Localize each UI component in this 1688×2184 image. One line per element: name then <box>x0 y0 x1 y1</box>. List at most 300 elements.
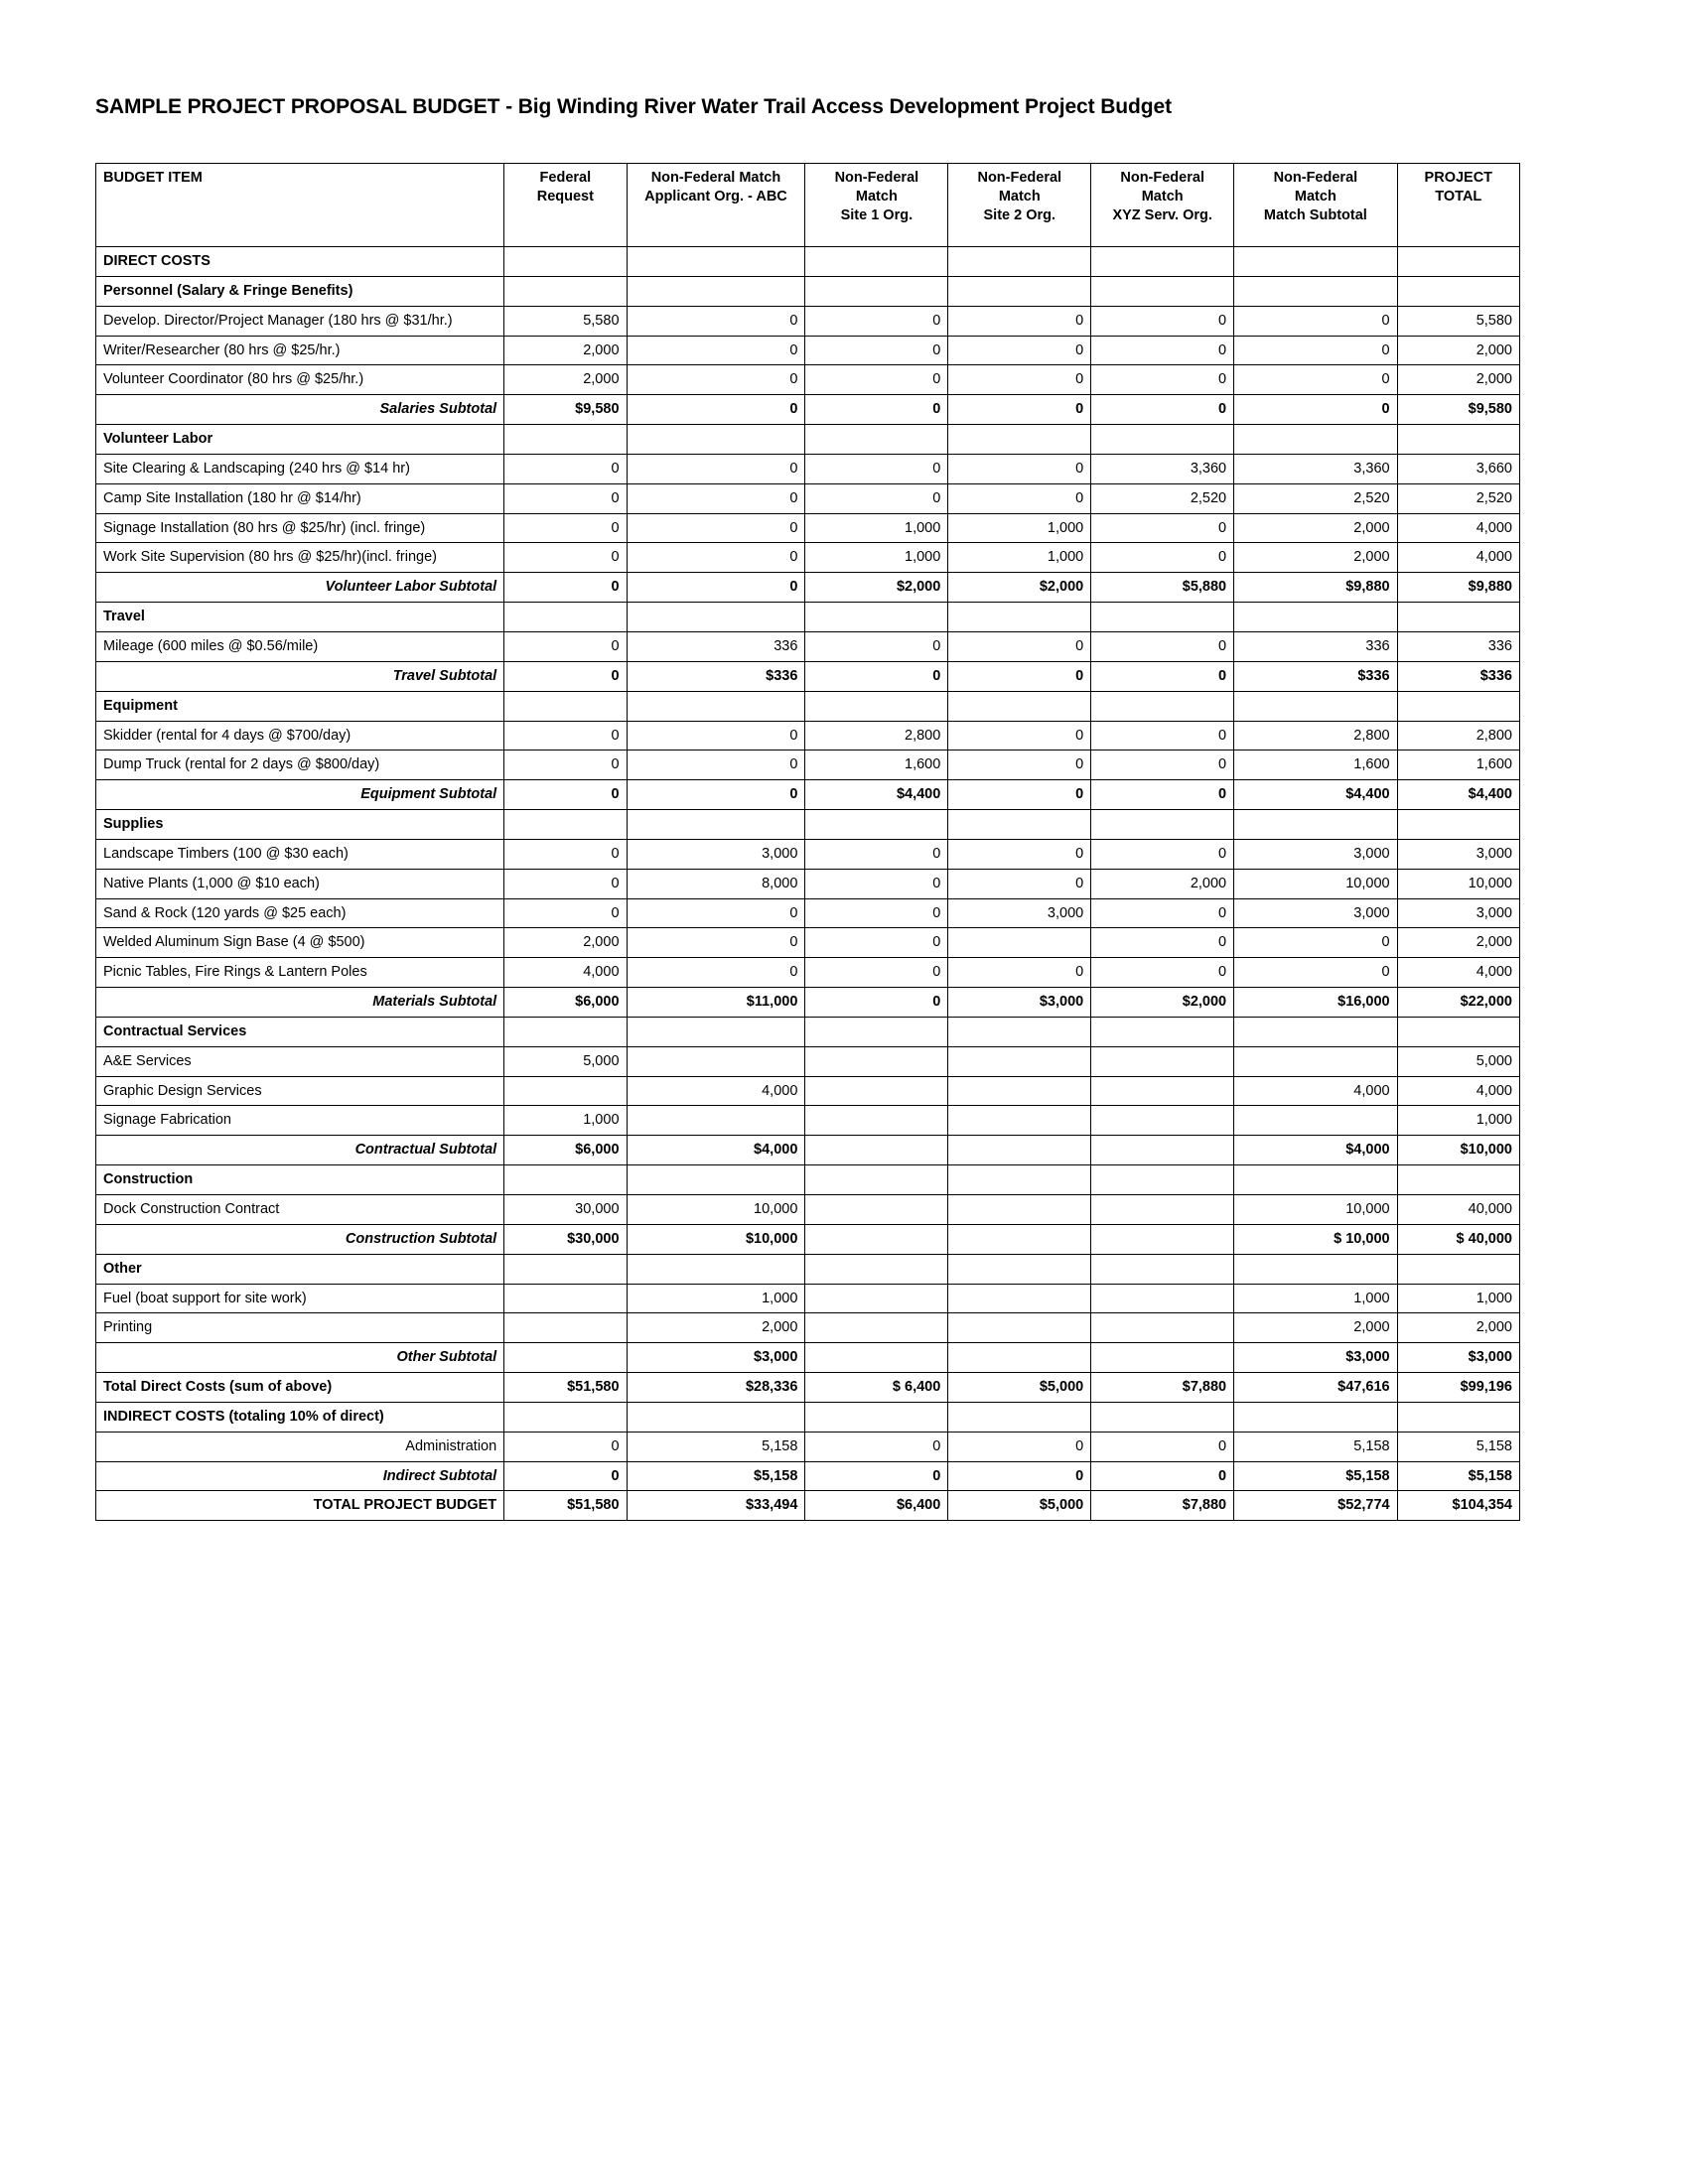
table-cell <box>948 928 1091 958</box>
table-cell: 0 <box>805 1461 948 1491</box>
table-cell <box>627 247 805 277</box>
table-cell: 10,000 <box>1397 869 1519 898</box>
table-row <box>96 1224 1520 1254</box>
table-cell: 2,520 <box>1091 483 1234 513</box>
column-header-6 <box>1234 164 1397 247</box>
row-label: Contractual Services <box>96 1017 504 1046</box>
table-cell: $4,400 <box>805 780 948 810</box>
row-label: Volunteer Labor Subtotal <box>96 573 504 603</box>
table-cell: 3,000 <box>1234 898 1397 928</box>
row-label: Construction Subtotal <box>96 1224 504 1254</box>
column-header-line: Request <box>536 188 594 205</box>
table-cell: 1,000 <box>1234 1284 1397 1313</box>
table-cell: 0 <box>504 513 627 543</box>
table-cell <box>805 1165 948 1195</box>
budget-table <box>95 163 1520 1521</box>
row-label: Materials Subtotal <box>96 988 504 1018</box>
table-cell: 0 <box>627 898 805 928</box>
table-cell <box>948 247 1091 277</box>
table-cell: 0 <box>948 661 1091 691</box>
table-cell: 0 <box>504 1461 627 1491</box>
table-cell <box>627 1017 805 1046</box>
table-cell: 1,000 <box>1397 1106 1519 1136</box>
table-cell: 0 <box>1091 721 1234 751</box>
table-cell <box>1091 1343 1234 1373</box>
table-cell: 0 <box>504 751 627 780</box>
table-cell <box>805 1343 948 1373</box>
table-cell <box>1091 810 1234 840</box>
table-cell: 0 <box>504 543 627 573</box>
table-cell <box>1091 1076 1234 1106</box>
table-cell: 0 <box>504 483 627 513</box>
table-row <box>96 425 1520 455</box>
table-cell <box>948 1136 1091 1165</box>
table-cell <box>1234 1106 1397 1136</box>
table-body <box>96 247 1520 1521</box>
table-cell <box>805 1136 948 1165</box>
table-cell: 336 <box>1397 631 1519 661</box>
table-row <box>96 513 1520 543</box>
table-cell <box>1091 1046 1234 1076</box>
table-cell: $11,000 <box>627 988 805 1018</box>
row-label: Construction <box>96 1165 504 1195</box>
table-cell: $2,000 <box>948 573 1091 603</box>
table-cell: 2,800 <box>1234 721 1397 751</box>
table-cell <box>948 691 1091 721</box>
table-cell: 5,000 <box>1397 1046 1519 1076</box>
table-cell: 0 <box>805 839 948 869</box>
table-cell: 0 <box>805 928 948 958</box>
table-cell: 0 <box>805 631 948 661</box>
table-row <box>96 1284 1520 1313</box>
table-cell <box>504 603 627 632</box>
table-cell: $51,580 <box>504 1491 627 1521</box>
table-row <box>96 543 1520 573</box>
table-cell: $2,000 <box>805 573 948 603</box>
table-cell: $2,000 <box>1091 988 1234 1018</box>
table-cell: $3,000 <box>627 1343 805 1373</box>
table-cell: 0 <box>504 573 627 603</box>
table-cell: 0 <box>1091 336 1234 365</box>
table-cell: 10,000 <box>627 1195 805 1225</box>
table-cell: 0 <box>948 958 1091 988</box>
table-cell <box>627 1165 805 1195</box>
table-cell: 0 <box>948 1432 1091 1461</box>
table-cell <box>1397 425 1519 455</box>
table-row <box>96 395 1520 425</box>
table-cell: 0 <box>1234 928 1397 958</box>
table-cell: 0 <box>627 306 805 336</box>
table-cell <box>805 247 948 277</box>
table-cell <box>504 810 627 840</box>
table-cell: $10,000 <box>1397 1136 1519 1165</box>
table-cell: 30,000 <box>504 1195 627 1225</box>
table-cell <box>948 1284 1091 1313</box>
table-cell: 2,000 <box>504 365 627 395</box>
row-label: Equipment <box>96 691 504 721</box>
column-header-line: Match <box>998 188 1041 205</box>
table-row <box>96 958 1520 988</box>
table-cell <box>805 1254 948 1284</box>
table-row <box>96 1491 1520 1521</box>
column-header-7 <box>1397 164 1519 247</box>
table-cell: 1,000 <box>948 513 1091 543</box>
table-cell: 0 <box>627 395 805 425</box>
table-cell: $4,000 <box>1234 1136 1397 1165</box>
table-row <box>96 810 1520 840</box>
row-label: Administration <box>96 1432 504 1461</box>
table-row <box>96 1106 1520 1136</box>
table-cell <box>1091 691 1234 721</box>
table-cell: $4,000 <box>627 1136 805 1165</box>
table-cell <box>1091 1402 1234 1432</box>
column-header-line: Site 2 Org. <box>983 206 1056 223</box>
table-cell: 0 <box>805 365 948 395</box>
table-cell: $7,880 <box>1091 1373 1234 1403</box>
table-cell: 0 <box>627 928 805 958</box>
table-cell: $7,880 <box>1091 1491 1234 1521</box>
table-row <box>96 928 1520 958</box>
table-cell: 4,000 <box>1397 513 1519 543</box>
table-cell: 0 <box>1091 1432 1234 1461</box>
table-cell <box>1091 1254 1234 1284</box>
table-cell: $ 10,000 <box>1234 1224 1397 1254</box>
table-cell: 0 <box>805 483 948 513</box>
row-label: Equipment Subtotal <box>96 780 504 810</box>
row-label: Travel Subtotal <box>96 661 504 691</box>
table-row <box>96 306 1520 336</box>
table-cell: 2,000 <box>1397 928 1519 958</box>
row-label: Printing <box>96 1313 504 1343</box>
table-cell: 0 <box>805 306 948 336</box>
table-cell: 0 <box>1091 631 1234 661</box>
table-cell <box>1091 1017 1234 1046</box>
table-cell: 3,000 <box>1397 898 1519 928</box>
table-cell: 0 <box>1234 306 1397 336</box>
table-cell: $9,580 <box>1397 395 1519 425</box>
table-cell <box>504 1076 627 1106</box>
table-cell <box>1091 1106 1234 1136</box>
table-cell: $4,400 <box>1234 780 1397 810</box>
table-cell: 0 <box>504 869 627 898</box>
table-cell: 3,000 <box>627 839 805 869</box>
table-cell: $5,880 <box>1091 573 1234 603</box>
column-header-line: Non-Federal <box>977 170 1062 186</box>
table-cell: 0 <box>948 454 1091 483</box>
table-cell: 0 <box>627 365 805 395</box>
table-cell <box>504 1402 627 1432</box>
table-cell: 0 <box>504 661 627 691</box>
table-cell: $99,196 <box>1397 1373 1519 1403</box>
table-cell: 0 <box>805 336 948 365</box>
table-cell: 2,000 <box>627 1313 805 1343</box>
column-header-line: Match <box>1141 188 1184 205</box>
row-label: Landscape Timbers (100 @ $30 each) <box>96 839 504 869</box>
table-cell: 2,520 <box>1397 483 1519 513</box>
table-cell <box>805 1195 948 1225</box>
table-row <box>96 1343 1520 1373</box>
row-label: Signage Fabrication <box>96 1106 504 1136</box>
row-label: Graphic Design Services <box>96 1076 504 1106</box>
row-label: Welded Aluminum Sign Base (4 @ $500) <box>96 928 504 958</box>
table-cell: 5,158 <box>1234 1432 1397 1461</box>
table-cell: 0 <box>1234 365 1397 395</box>
table-cell <box>1091 1165 1234 1195</box>
table-cell: 4,000 <box>1397 543 1519 573</box>
table-cell <box>948 1343 1091 1373</box>
table-row <box>96 839 1520 869</box>
table-row <box>96 1046 1520 1076</box>
table-cell <box>1397 691 1519 721</box>
table-header-row <box>96 164 1520 247</box>
table-cell <box>805 1076 948 1106</box>
column-header-line: Match <box>1294 188 1336 205</box>
table-row <box>96 454 1520 483</box>
table-cell <box>1234 1402 1397 1432</box>
table-cell: 1,000 <box>948 543 1091 573</box>
table-cell <box>948 425 1091 455</box>
table-cell: 0 <box>1091 751 1234 780</box>
table-cell <box>627 810 805 840</box>
row-label: Signage Installation (80 hrs @ $25/hr) (incl. fringe) <box>96 513 504 543</box>
row-label: Site Clearing & Landscaping (240 hrs @ $14 hr) <box>96 454 504 483</box>
table-cell <box>948 603 1091 632</box>
row-label: INDIRECT COSTS (totaling 10% of direct) <box>96 1402 504 1432</box>
row-label: Work Site Supervision (80 hrs @ $25/hr)(incl. fringe) <box>96 543 504 573</box>
table-row <box>96 1254 1520 1284</box>
table-cell: 5,158 <box>1397 1432 1519 1461</box>
column-header-line: Federal <box>539 170 592 186</box>
table-cell: 1,600 <box>1397 751 1519 780</box>
table-header <box>96 164 1520 247</box>
table-cell <box>504 1254 627 1284</box>
table-cell: 0 <box>805 454 948 483</box>
table-cell: 2,000 <box>1234 1313 1397 1343</box>
table-cell <box>1091 603 1234 632</box>
table-cell: 2,000 <box>504 928 627 958</box>
row-label: A&E Services <box>96 1046 504 1076</box>
table-cell: 2,000 <box>1397 336 1519 365</box>
table-row <box>96 869 1520 898</box>
row-label: Mileage (600 miles @ $0.56/mile) <box>96 631 504 661</box>
row-label: Skidder (rental for 4 days @ $700/day) <box>96 721 504 751</box>
table-cell <box>504 1017 627 1046</box>
table-cell <box>1234 603 1397 632</box>
column-header-line: XYZ Serv. Org. <box>1112 206 1212 223</box>
table-cell <box>627 691 805 721</box>
table-cell <box>1397 1402 1519 1432</box>
table-cell: 3,000 <box>1397 839 1519 869</box>
table-cell: 2,000 <box>1234 513 1397 543</box>
table-row <box>96 1165 1520 1195</box>
table-cell <box>805 1402 948 1432</box>
table-row <box>96 721 1520 751</box>
row-label: Salaries Subtotal <box>96 395 504 425</box>
table-row <box>96 1017 1520 1046</box>
table-row <box>96 661 1520 691</box>
table-cell: 0 <box>948 365 1091 395</box>
page-title: SAMPLE PROJECT PROPOSAL BUDGET - Big Winding River Water Trail Access Development Project Budget <box>95 95 1172 118</box>
table-cell: 4,000 <box>627 1076 805 1106</box>
table-cell: 0 <box>805 958 948 988</box>
table-cell: 2,800 <box>1397 721 1519 751</box>
table-cell <box>504 1284 627 1313</box>
table-cell: $6,000 <box>504 988 627 1018</box>
table-cell: 0 <box>504 898 627 928</box>
table-cell: 0 <box>948 483 1091 513</box>
table-cell: 4,000 <box>1397 958 1519 988</box>
table-cell: 5,580 <box>1397 306 1519 336</box>
table-cell <box>504 425 627 455</box>
table-cell: $5,000 <box>948 1491 1091 1521</box>
table-cell: $10,000 <box>627 1224 805 1254</box>
table-cell <box>1091 1136 1234 1165</box>
column-header-line: Non-Federal <box>1120 170 1204 186</box>
table-cell <box>948 1165 1091 1195</box>
table-cell <box>805 691 948 721</box>
column-header-line: Match Subtotal <box>1263 206 1367 223</box>
table-cell: 2,520 <box>1234 483 1397 513</box>
table-cell: 0 <box>1234 958 1397 988</box>
table-cell <box>948 1254 1091 1284</box>
column-header-4 <box>948 164 1091 247</box>
row-label: Contractual Subtotal <box>96 1136 504 1165</box>
row-label: Dock Construction Contract <box>96 1195 504 1225</box>
table-cell: $3,000 <box>948 988 1091 1018</box>
table-cell: 1,000 <box>805 513 948 543</box>
table-row <box>96 1461 1520 1491</box>
table-cell: $6,400 <box>805 1491 948 1521</box>
table-cell: 0 <box>948 751 1091 780</box>
table-cell: 0 <box>805 869 948 898</box>
table-cell: 1,600 <box>1234 751 1397 780</box>
table-cell <box>1397 247 1519 277</box>
table-cell <box>948 1106 1091 1136</box>
table-cell: $5,158 <box>627 1461 805 1491</box>
table-cell: 3,360 <box>1091 454 1234 483</box>
table-cell: 0 <box>1091 928 1234 958</box>
column-header-line: BUDGET ITEM <box>103 170 203 186</box>
table-cell <box>1397 603 1519 632</box>
table-cell: $3,000 <box>1234 1343 1397 1373</box>
table-row <box>96 1432 1520 1461</box>
table-cell <box>805 1046 948 1076</box>
table-cell: 0 <box>948 839 1091 869</box>
table-cell <box>1091 1313 1234 1343</box>
table-cell: 0 <box>948 336 1091 365</box>
table-cell: 0 <box>504 1432 627 1461</box>
table-cell: 0 <box>1091 1461 1234 1491</box>
column-header-line: Match <box>855 188 898 205</box>
table-cell <box>1234 247 1397 277</box>
row-label: Dump Truck (rental for 2 days @ $800/day) <box>96 751 504 780</box>
table-cell: 0 <box>627 483 805 513</box>
table-cell: 0 <box>948 869 1091 898</box>
table-row <box>96 247 1520 277</box>
table-cell <box>805 603 948 632</box>
table-cell: $28,336 <box>627 1373 805 1403</box>
table-cell: 0 <box>627 751 805 780</box>
row-label: Supplies <box>96 810 504 840</box>
table-cell <box>805 1224 948 1254</box>
row-label: Total Direct Costs (sum of above) <box>96 1373 504 1403</box>
table-cell: 0 <box>948 1461 1091 1491</box>
table-cell: 0 <box>805 898 948 928</box>
table-row <box>96 573 1520 603</box>
table-cell <box>805 425 948 455</box>
table-cell: 4,000 <box>1234 1076 1397 1106</box>
table-cell <box>627 1402 805 1432</box>
column-header-line: PROJECT <box>1424 170 1493 186</box>
table-cell: $52,774 <box>1234 1491 1397 1521</box>
table-cell <box>627 276 805 306</box>
table-cell <box>805 276 948 306</box>
table-cell: $9,880 <box>1234 573 1397 603</box>
table-cell: $ 6,400 <box>805 1373 948 1403</box>
table-cell: 0 <box>805 395 948 425</box>
table-cell <box>504 1313 627 1343</box>
table-cell <box>627 425 805 455</box>
table-cell: 0 <box>1091 661 1234 691</box>
table-cell <box>948 1224 1091 1254</box>
table-cell: $336 <box>1397 661 1519 691</box>
table-cell: 1,600 <box>805 751 948 780</box>
table-cell: 0 <box>1091 543 1234 573</box>
column-header-2 <box>627 164 805 247</box>
column-header-line: Non-Federal <box>1273 170 1358 186</box>
table-cell: $ 40,000 <box>1397 1224 1519 1254</box>
table-cell <box>504 247 627 277</box>
table-cell: 4,000 <box>1397 1076 1519 1106</box>
row-label: Picnic Tables, Fire Rings & Lantern Poles <box>96 958 504 988</box>
table-cell: 0 <box>948 780 1091 810</box>
column-header-line: TOTAL <box>1435 188 1482 205</box>
column-header-line: Non-Federal Match <box>650 170 781 186</box>
table-cell <box>948 1195 1091 1225</box>
table-cell: 336 <box>627 631 805 661</box>
table-cell: $9,580 <box>504 395 627 425</box>
table-cell: 2,000 <box>1091 869 1234 898</box>
table-cell: $6,000 <box>504 1136 627 1165</box>
table-cell: 0 <box>805 988 948 1018</box>
table-cell: $9,880 <box>1397 573 1519 603</box>
column-header-line: Site 1 Org. <box>840 206 914 223</box>
table-cell <box>948 1046 1091 1076</box>
row-label: Indirect Subtotal <box>96 1461 504 1491</box>
column-header-line: Applicant Org. - ABC <box>644 188 787 205</box>
table-row <box>96 1076 1520 1106</box>
table-row <box>96 1136 1520 1165</box>
table-cell <box>1091 1224 1234 1254</box>
table-cell: 0 <box>504 631 627 661</box>
table-cell: 0 <box>627 780 805 810</box>
table-cell <box>1397 1017 1519 1046</box>
table-cell <box>948 810 1091 840</box>
row-label: TOTAL PROJECT BUDGET <box>96 1491 504 1521</box>
column-header-line: Non-Federal <box>834 170 919 186</box>
table-cell: $33,494 <box>627 1491 805 1521</box>
table-cell: $3,000 <box>1397 1343 1519 1373</box>
table-row <box>96 988 1520 1018</box>
table-cell: 0 <box>627 454 805 483</box>
table-cell <box>627 1106 805 1136</box>
table-cell <box>948 1402 1091 1432</box>
table-cell <box>504 276 627 306</box>
table-cell: 0 <box>805 1432 948 1461</box>
table-cell: 0 <box>504 780 627 810</box>
row-label: Other Subtotal <box>96 1343 504 1373</box>
table-row <box>96 1313 1520 1343</box>
